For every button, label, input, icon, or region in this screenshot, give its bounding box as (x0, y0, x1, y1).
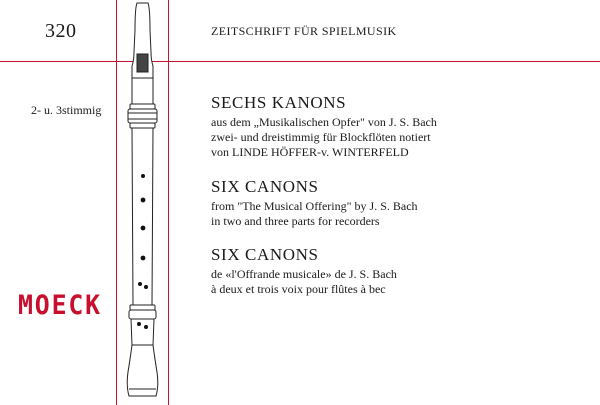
recorder-illustration (117, 0, 168, 405)
section-heading: SECHS KANONS (211, 93, 347, 112)
section-heading: SIX CANONS (211, 177, 319, 196)
section-english (211, 178, 418, 229)
journal-title: ZEITSCHRIFT FÜR SPIELMUSIK (211, 24, 397, 38)
section-german (211, 94, 437, 160)
section-line: in two and three parts for recorders (211, 214, 380, 228)
vertical-red-rule-right (168, 0, 169, 405)
section-french (211, 246, 397, 297)
section-line: von LINDE HÖFFER-v. WINTERFELD (211, 145, 409, 159)
moeck-logo: MOECK (18, 290, 102, 321)
section-line: aus dem „Musikalischen Opfer" von J. S. Bach (211, 115, 437, 129)
section-line: à deux et trois voix pour flûtes à bec (211, 282, 386, 296)
voices-label: 2- u. 3stimmig (31, 103, 102, 117)
horizontal-red-rule (0, 61, 600, 62)
section-line: de «l'Offrande musicale» de J. S. Bach (211, 267, 397, 281)
page-number: 320 (45, 20, 77, 42)
section-line: zwei- und dreistimmig für Blockflöten notiert (211, 130, 431, 144)
section-heading: SIX CANONS (211, 245, 319, 264)
section-line: from "The Musical Offering" by J. S. Bach (211, 199, 418, 213)
